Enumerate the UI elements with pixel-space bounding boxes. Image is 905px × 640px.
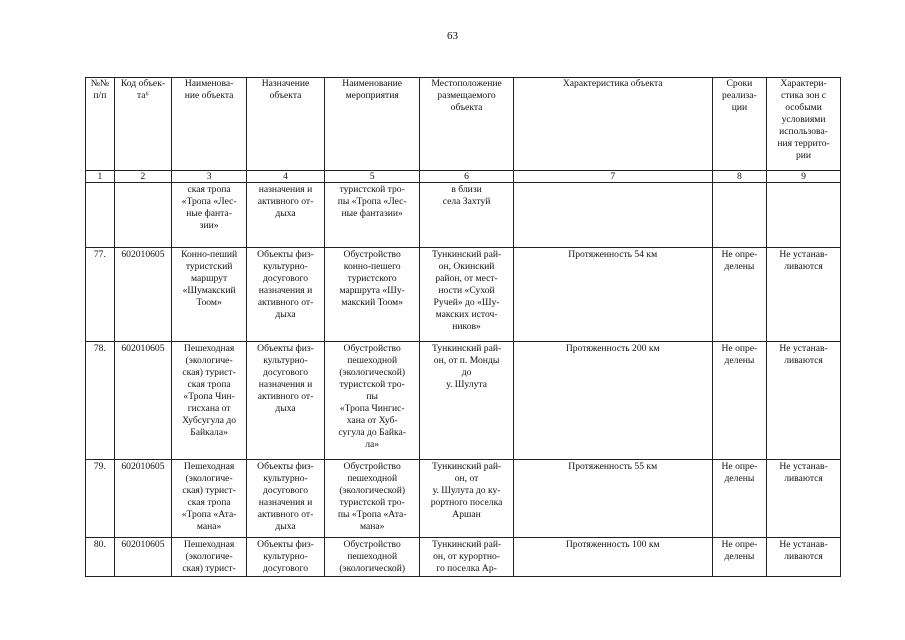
- object-purpose: назначения и активного от- дыха: [247, 183, 325, 248]
- zones: Не устанав- ливаются: [767, 342, 841, 460]
- header-cell: Наименование мероприятия: [324, 78, 419, 171]
- header-cell: Характеристика объекта: [513, 78, 712, 171]
- table-row: [86, 248, 841, 342]
- object-code: 602010605: [114, 342, 171, 460]
- row-number: [86, 183, 115, 248]
- terms: Не опре- делены: [712, 342, 766, 460]
- event-name: Обустройство пешеходной (экологической) туристской тро- пы «Тропа Чингис- хана от Хуб- сугула до Байка- ла»: [324, 342, 419, 460]
- object-characteristic: Протяженность 55 км: [513, 460, 712, 538]
- zones: [767, 183, 841, 248]
- row-number: 77.: [86, 248, 115, 342]
- object-name: Пешеходная (экологиче- ская) турист- ская тропа «Тропа «Ата- мана»: [172, 460, 247, 538]
- column-number: 7: [513, 171, 712, 183]
- event-name: Обустройство конно-пешего туристского маршрута «Шу- макский Тоом»: [324, 248, 419, 342]
- terms: [712, 183, 766, 248]
- header-cell: №№ п/п: [86, 78, 115, 171]
- object-location: в близи села Захтуй: [420, 183, 513, 248]
- terms: Не опре- делены: [712, 538, 766, 577]
- object-code: 602010605: [114, 538, 171, 577]
- zones: Не устанав- ливаются: [767, 248, 841, 342]
- column-number-row: [86, 171, 841, 183]
- object-characteristic: Протяженность 200 км: [513, 342, 712, 460]
- object-characteristic: Протяженность 54 км: [513, 248, 712, 342]
- header-cell: Сроки реализа- ции: [712, 78, 766, 171]
- row-number: 79.: [86, 460, 115, 538]
- object-code: [114, 183, 171, 248]
- row-number: 80.: [86, 538, 115, 577]
- page-number: 63: [447, 30, 458, 42]
- table-row: [86, 183, 841, 248]
- terms: Не опре- делены: [712, 248, 766, 342]
- event-name: Обустройство пешеходной (экологической) туристской тро- пы «Тропа «Ата- мана»: [324, 460, 419, 538]
- object-purpose: Объекты физ- культурно- досугового: [247, 538, 325, 577]
- row-number: 78.: [86, 342, 115, 460]
- table-row: [86, 538, 841, 577]
- object-purpose: Объекты физ- культурно- досугового назначения и активного от- дыха: [247, 460, 325, 538]
- column-number: 2: [114, 171, 171, 183]
- header-cell: Наименова- ние объекта: [172, 78, 247, 171]
- objects-table: [85, 77, 841, 577]
- table-row: [86, 342, 841, 460]
- object-location: Тункинский рай- он, от п. Монды до у. Шулута: [420, 342, 513, 460]
- object-location: Тункинский рай- он, Окинский район, от мест- ности «Сухой Ручей» до «Шу- макских источ- ников»: [420, 248, 513, 342]
- zones: Не устанав- ливаются: [767, 460, 841, 538]
- header-cell: Код объек- та⁶: [114, 78, 171, 171]
- column-number: 3: [172, 171, 247, 183]
- object-code: 602010605: [114, 248, 171, 342]
- object-location: Тункинский рай- он, от курортно- го поселка Ар-: [420, 538, 513, 577]
- zones: Не устанав- ливаются: [767, 538, 841, 577]
- object-name: Пешеходная (экологиче- ская) турист- ская тропа «Тропа Чин- гисхана от Хубсугула до Байкала»: [172, 342, 247, 460]
- header-row: [86, 78, 841, 171]
- object-name: ская тропа «Тропа «Лес- ные фанта- зии»: [172, 183, 247, 248]
- header-cell: Местоположение размещаемого объекта: [420, 78, 513, 171]
- object-name: Конно-пеший туристский маршрут «Шумакский Тоом»: [172, 248, 247, 342]
- event-name: туристской тро- пы «Тропа «Лес- ные фантазии»: [324, 183, 419, 248]
- column-number: 1: [86, 171, 115, 183]
- object-purpose: Объекты физ- культурно- досугового назначения и активного от- дыха: [247, 342, 325, 460]
- object-code: 602010605: [114, 460, 171, 538]
- object-characteristic: Протяженность 100 км: [513, 538, 712, 577]
- column-number: 6: [420, 171, 513, 183]
- column-number: 9: [767, 171, 841, 183]
- object-purpose: Объекты физ- культурно- досугового назначения и активного от- дыха: [247, 248, 325, 342]
- column-number: 4: [247, 171, 325, 183]
- object-characteristic: [513, 183, 712, 248]
- terms: Не опре- делены: [712, 460, 766, 538]
- table-row: [86, 460, 841, 538]
- event-name: Обустройство пешеходной (экологической): [324, 538, 419, 577]
- object-location: Тункинский рай- он, от у. Шулута до ку- рортного поселка Аршан: [420, 460, 513, 538]
- object-name: Пешеходная (экологиче- ская) турист-: [172, 538, 247, 577]
- column-number: 5: [324, 171, 419, 183]
- header-cell: Характери- стика зон с особыми условиями использова- ния террито- рии: [767, 78, 841, 171]
- column-number: 8: [712, 171, 766, 183]
- header-cell: Назначение объекта: [247, 78, 325, 171]
